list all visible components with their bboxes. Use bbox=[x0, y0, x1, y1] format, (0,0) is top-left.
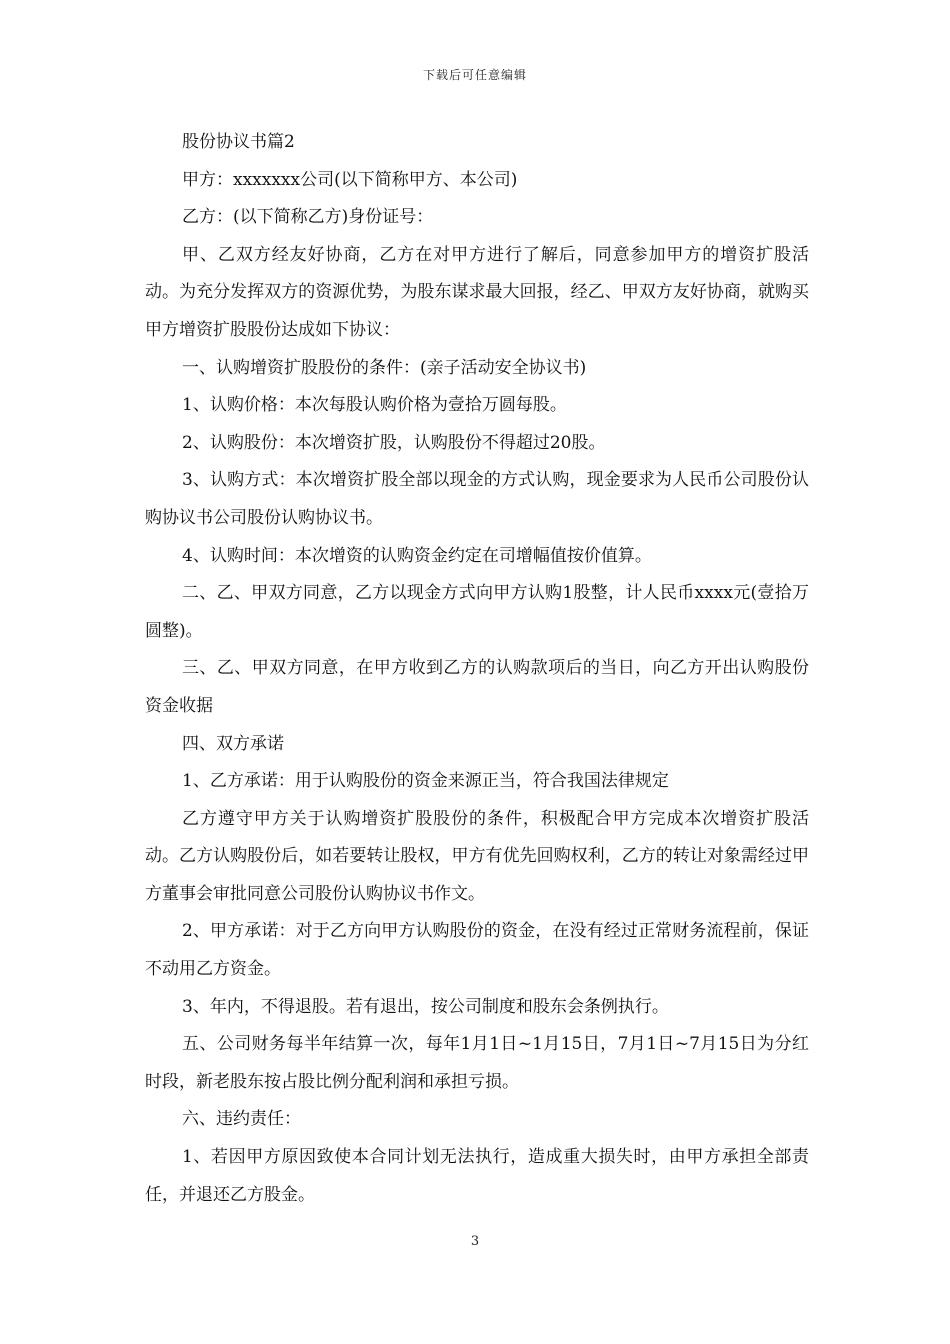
clause-5: 五、公司财务每半年结算一次，每年1月1日~1月15日，7月1日~7月15日为分红时段，新老股东按占股比例分配利润和承担亏损。 bbox=[145, 1034, 809, 1092]
intro-paragraph: 甲、乙双方经友好协商，乙方在对甲方进行了解后，同意参加甲方的增资扩股活动。为充分发挥双方的资源优势，为股东谋求最大回报，经乙、甲双方友好协商，就购买甲方增资扩股股份达成如下协议： bbox=[145, 244, 809, 340]
clause-1-shares: 2、认购股份：本次增资扩股，认购股份不得超过20股。 bbox=[182, 432, 606, 453]
clause-1-heading: 一、认购增资扩股股份的条件：(亲子活动安全协议书) bbox=[182, 357, 587, 378]
clause-6-item-1: 1、若因甲方原因致使本合同计划无法执行，造成重大损失时，由甲方承担全部责任，并退还乙方股金。 bbox=[145, 1147, 809, 1205]
clause-4-party-b-detail: 乙方遵守甲方关于认购增资扩股股份的条件，积极配合甲方完成本次增资扩股活动。乙方认购股份后，如若要转让股权，甲方有优先回购权利，乙方的转让对象需经过甲方董事会审批同意公司股份认购协议书作文。 bbox=[145, 808, 809, 904]
document-body bbox=[145, 124, 809, 1214]
party-b-line: 乙方：(以下简称乙方)身份证号： bbox=[182, 207, 434, 228]
party-a-line: 甲方：xxxxxxx公司(以下简称甲方、本公司) bbox=[182, 169, 518, 190]
clause-1-price: 1、认购价格：本次每股认购价格为壹拾万圆每股。 bbox=[182, 395, 567, 416]
clause-1-method: 3、认购方式：本次增资扩股全部以现金的方式认购，现金要求为人民币公司股份认购协议书公司股份认购协议书。 bbox=[145, 470, 809, 528]
clause-1-time: 4、认购时间：本次增资的认购资金约定在司增幅值按价值算。 bbox=[182, 545, 652, 566]
page-number: 3 bbox=[470, 1234, 480, 1249]
download-editable-note: 下载后可任意编辑 bbox=[422, 68, 527, 82]
clause-4-party-b-promise: 1、乙方承诺：用于认购股份的资金来源正当，符合我国法律规定 bbox=[182, 771, 669, 792]
clause-3: 三、乙、甲双方同意，在甲方收到乙方的认购款项后的当日，向乙方开出认购股份资金收据 bbox=[145, 658, 809, 716]
clause-4-party-a-promise: 2、甲方承诺：对于乙方向甲方认购股份的资金，在没有经过正常财务流程前，保证不动用乙方资金。 bbox=[145, 921, 809, 980]
clause-4-heading: 四、双方承诺 bbox=[182, 733, 284, 754]
clause-4-no-withdrawal: 3、年内，不得退股。若有退出，按公司制度和股东会条例执行。 bbox=[182, 996, 669, 1017]
section-title: 股份协议书篇2 bbox=[182, 132, 295, 152]
clause-2: 二、乙、甲双方同意，乙方以现金方式向甲方认购1股整，计人民币xxxx元(壹拾万圆整)。 bbox=[145, 583, 809, 641]
clause-6-heading: 六、违约责任： bbox=[182, 1109, 301, 1130]
